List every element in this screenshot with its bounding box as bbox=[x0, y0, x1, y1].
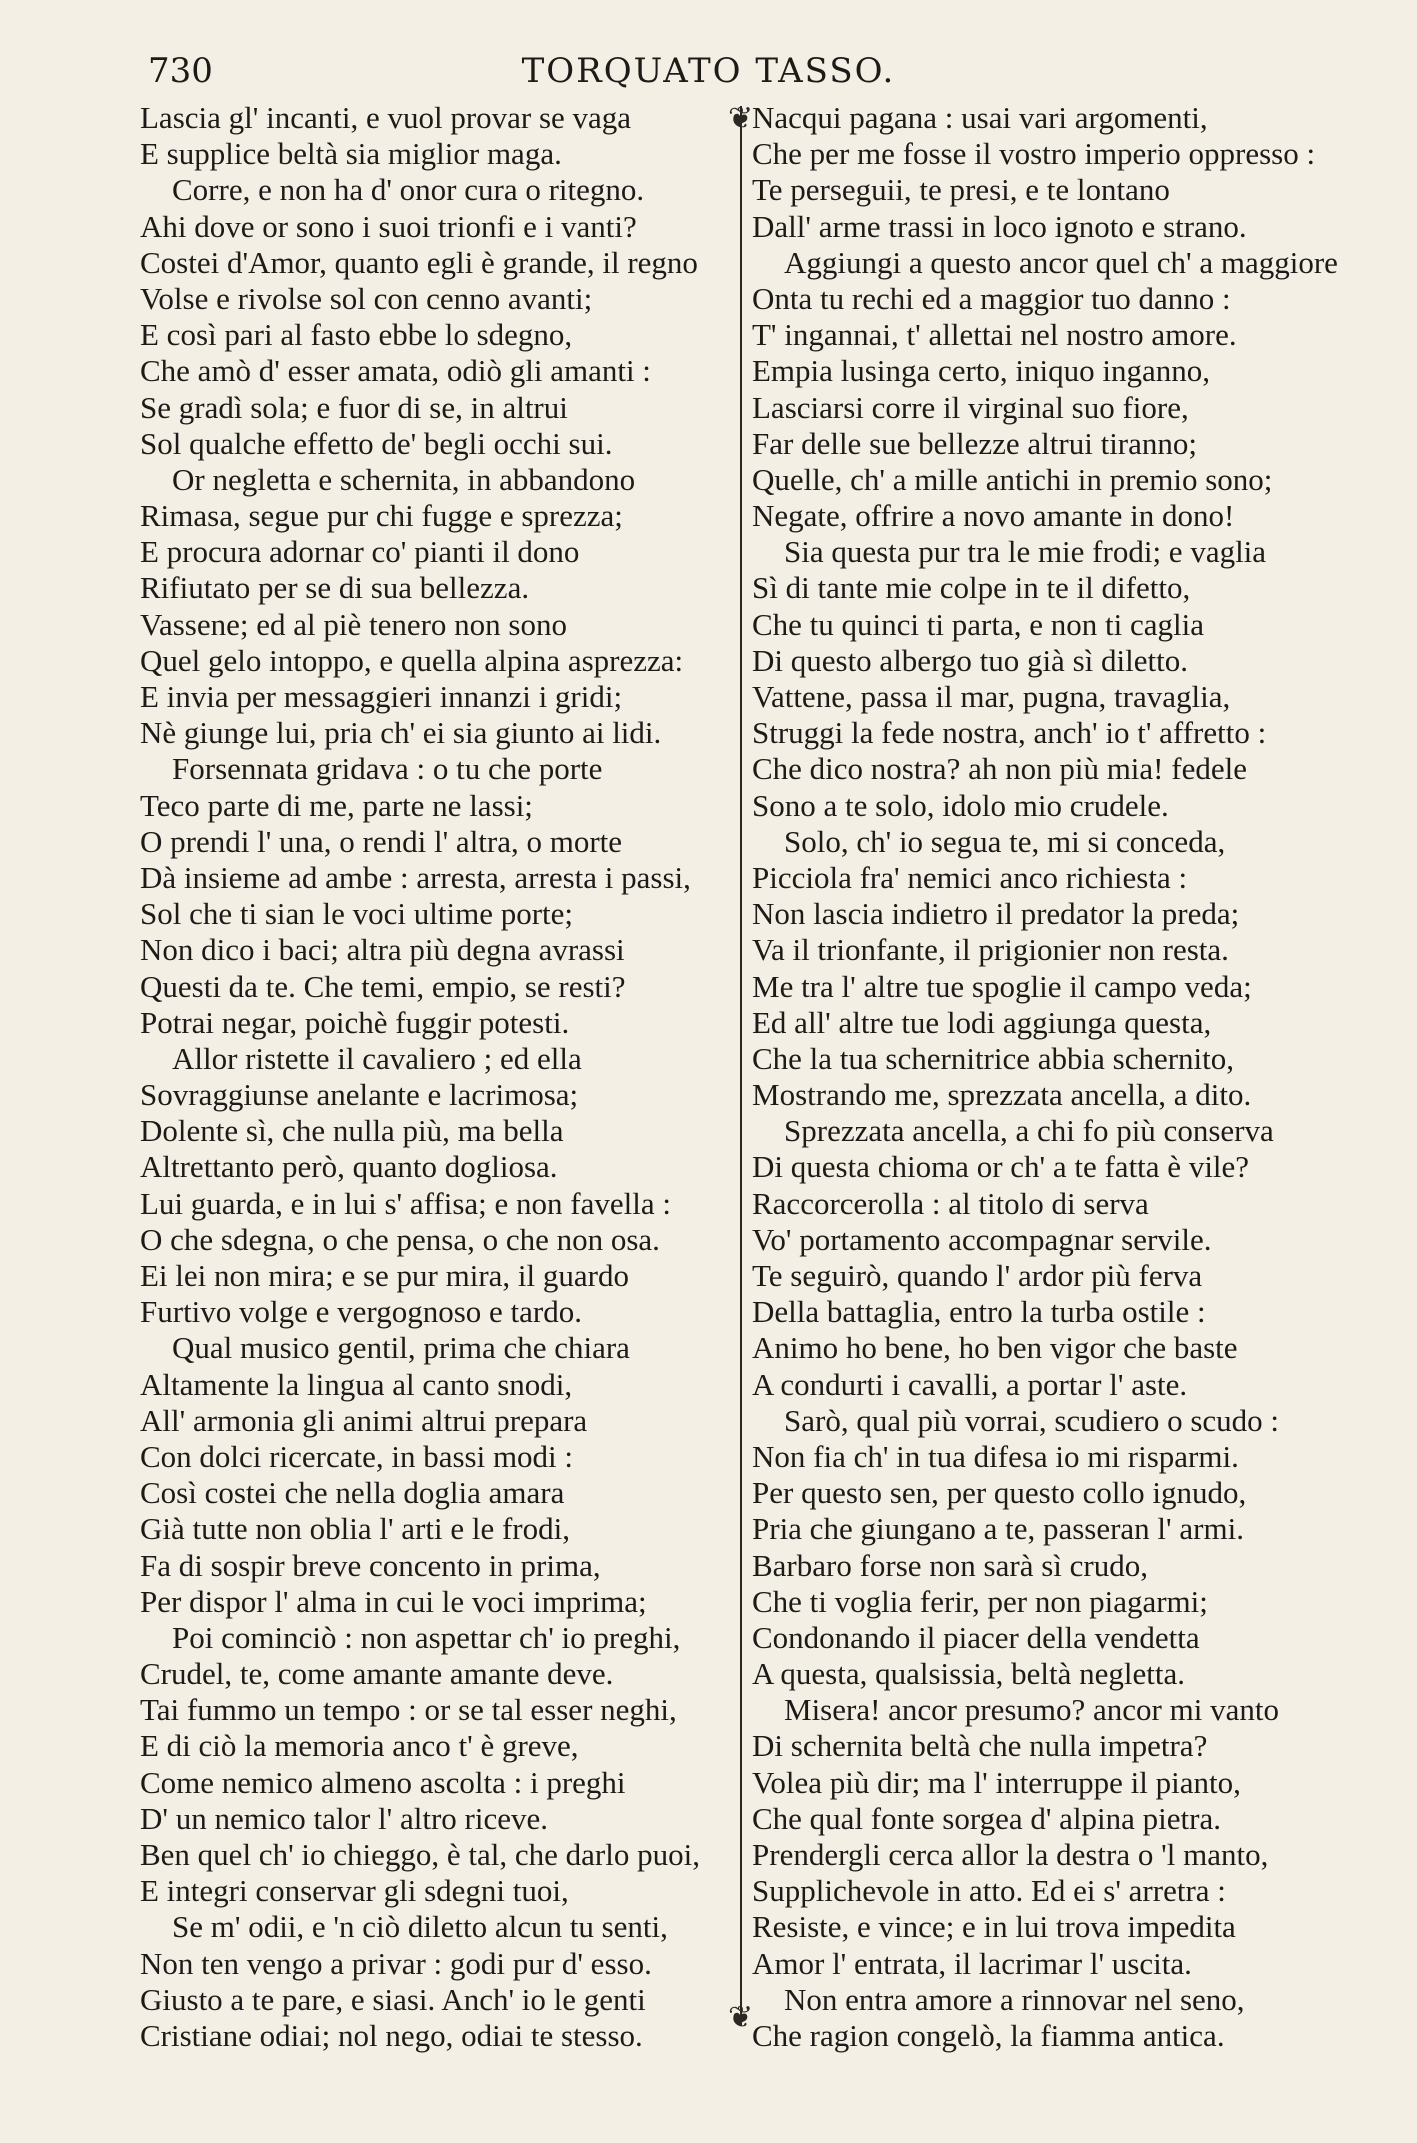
verse-line: Ei lei non mira; e se pur mira, il guardo bbox=[140, 1258, 629, 1293]
verse-line: Della battaglia, entro la turba ostile : bbox=[752, 1294, 1206, 1330]
verse-line: Altrettanto però, quanto dogliosa. bbox=[140, 1149, 558, 1185]
verse-line: Lasciarsi corre il virginal suo fiore, bbox=[752, 389, 1189, 425]
verse-line: Sprezzata ancella, a chi fo più conserva bbox=[784, 1113, 1274, 1149]
verse-line: Me tra l' altre tue spoglie il campo veda; bbox=[752, 968, 1252, 1004]
verse-line: Raccorcerolla : al titolo di serva bbox=[752, 1185, 1149, 1221]
verse-line: Amor l' entrata, il lacrimar l' uscita. bbox=[752, 1945, 1192, 1981]
verse-line: Per dispor l' alma in cui le voci imprima; bbox=[140, 1583, 647, 1619]
verse-line: Empia lusinga certo, iniquo inganno, bbox=[752, 353, 1211, 389]
verse-line: Dall' arme trassi in loco ignoto e strano. bbox=[752, 208, 1247, 244]
verse-line: Fa di sospir breve concento in prima, bbox=[140, 1547, 601, 1583]
verse-line: Poi cominciò : non aspettar ch' io preghi, bbox=[172, 1619, 681, 1655]
verse-line: Sovraggiunse anelante e lacrimosa; bbox=[140, 1077, 579, 1113]
verse-line: Te seguirò, quando l' ardor più ferva bbox=[752, 1258, 1203, 1293]
verse-line: Volse e rivolse sol con cenno avanti; bbox=[140, 280, 593, 316]
verse-line: E di ciò la memoria anco t' è greve, bbox=[140, 1728, 579, 1764]
verse-line: O che sdegna, o che pensa, o che non osa. bbox=[140, 1221, 660, 1257]
top-ornament-icon: ❦ bbox=[728, 101, 754, 136]
verse-line: Vattene, passa il mar, pugna, travaglia, bbox=[752, 679, 1231, 714]
verse-line: Che la tua schernitrice abbia schernito, bbox=[752, 1040, 1235, 1076]
verse-line: Resiste, e vince; e in lui trova impedita bbox=[752, 1909, 1236, 1945]
verse-line: Misera! ancor presumo? ancor mi vanto bbox=[784, 1692, 1279, 1728]
verse-line: O prendi l' una, o rendi l' altra, o morte bbox=[140, 823, 623, 859]
verse-line: Far delle sue bellezze altrui tiranno; bbox=[752, 425, 1198, 461]
verse-line: Barbaro forse non sarà sì crudo, bbox=[752, 1547, 1148, 1583]
verse-line: Dolente sì, che nulla più, ma bella bbox=[140, 1113, 564, 1149]
verse-line: Non ten vengo a privar : godi pur d' esso. bbox=[140, 1945, 652, 1981]
verse-line: Che tu quinci ti parta, e non ti caglia bbox=[752, 606, 1204, 642]
verse-line: Dà insieme ad ambe : arresta, arresta i passi, bbox=[140, 859, 691, 895]
verse-line: Volea più dir; ma l' interruppe il pianto, bbox=[752, 1764, 1241, 1800]
verse-line: Di questa chioma or ch' a te fatta è vile? bbox=[752, 1149, 1250, 1185]
verse-line: Che ragion congelò, la fiamma antica. bbox=[752, 2017, 1225, 2053]
verse-line: Quelle, ch' a mille antichi in premio sono; bbox=[752, 461, 1273, 497]
verse-line: Ahi dove or sono i suoi trionfi e i vanti? bbox=[140, 208, 637, 244]
verse-line: Per questo sen, per questo collo ignudo, bbox=[752, 1475, 1247, 1511]
verse-line: A condurti i cavalli, a portar l' aste. bbox=[752, 1366, 1188, 1402]
verse-line: Crudel, te, come amante amante deve. bbox=[140, 1656, 614, 1692]
verse-line: Se m' odii, e 'n ciò diletto alcun tu senti, bbox=[172, 1909, 668, 1945]
verse-line: Sarò, qual più vorrai, scudiero o scudo : bbox=[784, 1402, 1280, 1438]
right-column bbox=[752, 100, 1352, 2054]
verse-line: Non dico i baci; altra più degna avrassi bbox=[140, 932, 625, 968]
verse-line: A questa, qualsissia, beltà negletta. bbox=[752, 1656, 1186, 1692]
verse-line: Ed all' altre tue lodi aggiunga questa, bbox=[752, 1004, 1212, 1040]
verse-line: E così pari al fasto ebbe lo sdegno, bbox=[140, 317, 573, 353]
verse-line: Cristiane odiai; nol nego, odiai te stesso. bbox=[140, 2017, 643, 2053]
verse-line: E invia per messaggieri innanzi i gridi; bbox=[140, 679, 623, 714]
verse-line: Te perseguii, te presi, e te lontano bbox=[752, 172, 1170, 208]
verse-line: Lascia gl' incanti, e vuol provar se vaga bbox=[140, 100, 632, 135]
verse-line: All' armonia gli animi altrui prepara bbox=[140, 1402, 588, 1438]
verse-line: Tai fummo un tempo : or se tal esser neghi, bbox=[140, 1692, 677, 1728]
verse-line: Picciola fra' nemici anco richiesta : bbox=[752, 859, 1188, 895]
verse-line: E supplice beltà sia miglior maga. bbox=[140, 136, 562, 172]
verse-line: Rifiutato per se di sua bellezza. bbox=[140, 570, 530, 606]
verse-line: Teco parte di me, parte ne lassi; bbox=[140, 787, 533, 823]
verse-line: Come nemico almeno ascolta : i preghi bbox=[140, 1764, 626, 1800]
page-header bbox=[0, 46, 1417, 96]
verse-line: Che amò d' esser amata, odiò gli amanti : bbox=[140, 353, 651, 389]
verse-line: Se gradì sola; e fuor di se, in altrui bbox=[140, 389, 568, 425]
verse-line: Con dolci ricercate, in bassi modi : bbox=[140, 1438, 574, 1474]
verse-line: Costei d'Amor, quanto egli è grande, il regno bbox=[140, 244, 698, 280]
verse-line: Sono a te solo, idolo mio crudele. bbox=[752, 787, 1169, 823]
verse-line: Che per me fosse il vostro imperio oppresso : bbox=[752, 136, 1316, 172]
verse-line: Negate, offrire a novo amante in dono! bbox=[752, 498, 1235, 534]
page-number: 730 bbox=[148, 51, 213, 91]
running-title: TORQUATO TASSO. bbox=[521, 51, 896, 91]
verse-line: Va il trionfante, il prigionier non resta. bbox=[752, 932, 1229, 968]
verse-line: T' ingannai, t' allettai nel nostro amore. bbox=[752, 317, 1237, 353]
verse-line: Che dico nostra? ah non più mia! fedele bbox=[752, 751, 1247, 787]
verse-line: E procura adornar co' pianti il dono bbox=[140, 534, 580, 570]
verse-line: Vassene; ed al piè tenero non sono bbox=[140, 606, 567, 642]
verse-line: Aggiungi a questo ancor quel ch' a maggiore bbox=[784, 244, 1338, 280]
verse-line: Sì di tante mie colpe in te il difetto, bbox=[752, 570, 1191, 606]
verse-line: Che ti voglia ferir, per non piagarmi; bbox=[752, 1583, 1208, 1619]
verse-line: Sol qualche effetto de' begli occhi sui. bbox=[140, 425, 613, 461]
verse-line: Lui guarda, e in lui s' affisa; e non favella : bbox=[140, 1185, 671, 1221]
verse-line: Pria che giungano a te, passeran l' armi. bbox=[752, 1511, 1244, 1547]
verse-line: Quel gelo intoppo, e quella alpina asprezza: bbox=[140, 642, 684, 678]
verse-line: Questi da te. Che temi, empio, se resti? bbox=[140, 968, 626, 1004]
verse-line: Nacqui pagana : usai vari argomenti, bbox=[752, 100, 1208, 135]
verse-line: Corre, e non ha d' onor cura o ritegno. bbox=[172, 172, 645, 208]
verse-line: Struggi la fede nostra, anch' io t' affretto : bbox=[752, 715, 1267, 751]
verse-line: Di schernita beltà che nulla impetra? bbox=[752, 1728, 1208, 1764]
left-column bbox=[140, 100, 730, 2054]
verse-line: Non lascia indietro il predator la preda; bbox=[752, 896, 1240, 932]
verse-line: Forsennata gridava : o tu che porte bbox=[172, 751, 603, 787]
verse-line: Giusto a te pare, e siasi. Anch' io le genti bbox=[140, 1981, 646, 2017]
verse-line: D' un nemico talor l' altro riceve. bbox=[140, 1800, 548, 1836]
verse-line: Ben quel ch' io chieggo, è tal, che darlo puoi, bbox=[140, 1837, 700, 1872]
verse-line: Di questo albergo tuo già sì diletto. bbox=[752, 642, 1188, 678]
verse-line: Onta tu rechi ed a maggior tuo danno : bbox=[752, 280, 1231, 316]
verse-line: Sia questa pur tra le mie frodi; e vaglia bbox=[784, 534, 1267, 570]
verse-line: Nè giunge lui, pria ch' ei sia giunto ai lidi. bbox=[140, 715, 662, 751]
verse-line: Mostrando me, sprezzata ancella, a dito. bbox=[752, 1077, 1252, 1113]
verse-line: E integri conservar gli sdegni tuoi, bbox=[140, 1873, 569, 1909]
verse-line: Rimasa, segue pur chi fugge e sprezza; bbox=[140, 498, 623, 534]
verse-line: Or negletta e schernita, in abbandono bbox=[172, 461, 636, 497]
verse-line: Che qual fonte sorgea d' alpina pietra. bbox=[752, 1800, 1221, 1836]
verse-line: Prendergli cerca allor la destra o 'l manto, bbox=[752, 1837, 1269, 1872]
column-divider bbox=[740, 106, 742, 2026]
bottom-ornament-icon: ❦ bbox=[728, 2000, 754, 2035]
verse-line: Allor ristette il cavaliero ; ed ella bbox=[172, 1040, 582, 1076]
verse-line: Solo, ch' io segua te, mi si conceda, bbox=[784, 823, 1226, 859]
verse-line: Qual musico gentil, prima che chiara bbox=[172, 1330, 630, 1366]
verse-line: Vo' portamento accompagnar servile. bbox=[752, 1221, 1212, 1257]
verse-line: Sol che ti sian le voci ultime porte; bbox=[140, 896, 574, 932]
verse-line: Altamente la lingua al canto snodi, bbox=[140, 1366, 573, 1402]
verse-line: Così costei che nella doglia amara bbox=[140, 1475, 565, 1511]
verse-line: Non entra amore a rinnovar nel seno, bbox=[784, 1981, 1245, 2017]
verse-line: Potrai negar, poichè fuggir potesti. bbox=[140, 1004, 570, 1040]
verse-line: Furtivo volge e vergognoso e tardo. bbox=[140, 1294, 582, 1330]
verse-line: Supplichevole in atto. Ed ei s' arretra : bbox=[752, 1873, 1226, 1909]
verse-line: Animo ho bene, ho ben vigor che baste bbox=[752, 1330, 1238, 1366]
verse-line: Già tutte non oblia l' arti e le frodi, bbox=[140, 1511, 570, 1547]
verse-line: Non fia ch' in tua difesa io mi risparmi. bbox=[752, 1438, 1239, 1474]
verse-line: Condonando il piacer della vendetta bbox=[752, 1619, 1200, 1655]
